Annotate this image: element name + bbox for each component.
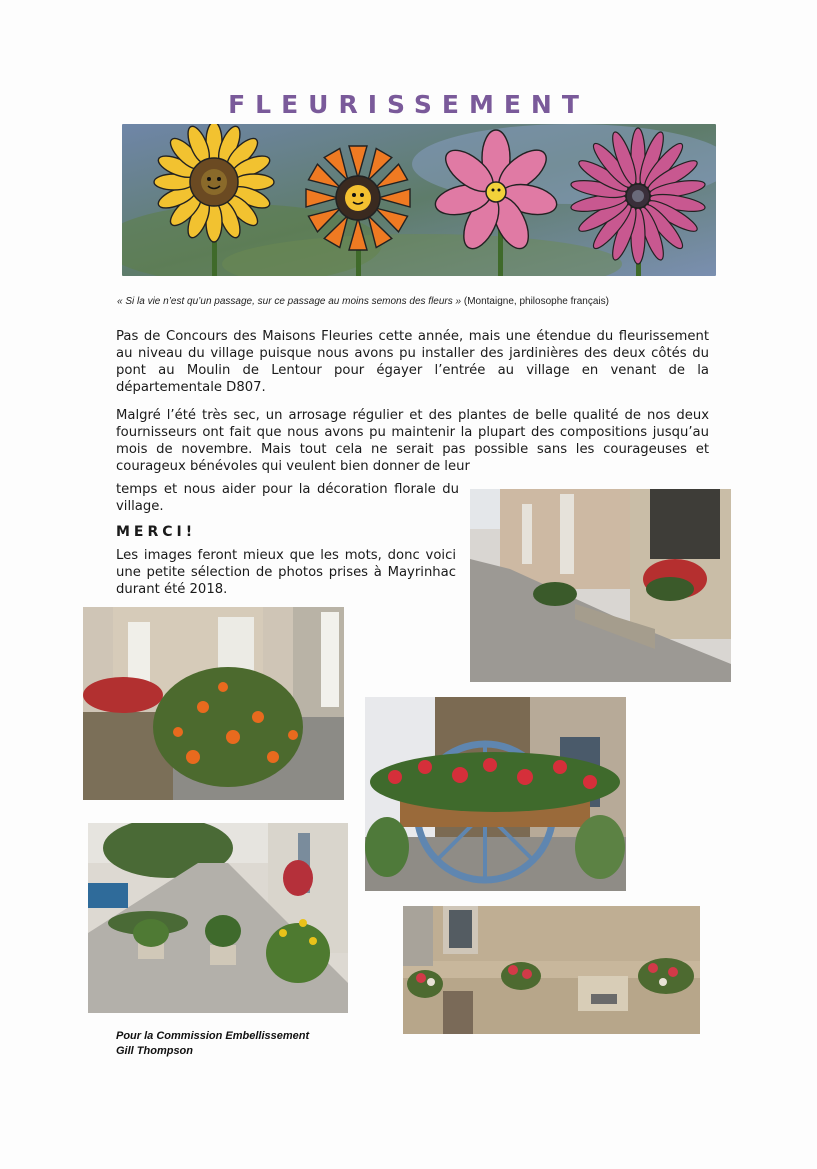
sunflower-yellow-icon [154, 124, 274, 242]
photo-street-bench [470, 489, 731, 682]
quote [117, 296, 737, 307]
quote-text: « Si la vie n’est qu’un passage, sur ce passage au moins semons des fleurs » [117, 296, 462, 307]
signature-line-1: Pour la Commission Embellissement [116, 1030, 310, 1042]
paragraph-1: Pas de Concours des Maisons Fleuries cette année, mais une étendue du fleurissement au niveau du village puisque nous avons pu installer des jardinières des deux côtés du pont au Moulin de Lentour pour égayer l’entrée au village en venant de la départementale D807. [116, 329, 709, 395]
quote-attribution: (Montaigne, philosophe français) [463, 296, 609, 307]
photo-orange-flowers [83, 607, 344, 800]
flower-banner-image [122, 124, 716, 276]
signature-line-2: Gill Thompson [116, 1045, 193, 1057]
paragraph-2: Malgré l’été très sec, un arrosage régulier et des plantes de belle qualité de nos deux fournisseurs ont fait que nous avons pu maintenir la plupart des compositions jusqu’au mois de novembre. Mais tout cela ne serait pas possible sans les courageuses et courageux bénévoles qui veulent bien donner de leur [116, 408, 709, 474]
merci-heading: MERCI! [116, 524, 197, 540]
paragraph-3: Les images feront mieux que les mots, donc voici une petite sélection de photos prises à Mayrinhac durant été 2018. [116, 548, 456, 597]
signature [116, 1029, 309, 1059]
photo-cart-wheel [365, 697, 626, 891]
photo-village-planters [88, 823, 348, 1013]
photo-facade-window-boxes [403, 906, 700, 1034]
paragraph-2-end: temps et nous aider pour la décoration florale du village. [116, 482, 459, 514]
page-title: FLEURISSEMENT [228, 90, 589, 119]
